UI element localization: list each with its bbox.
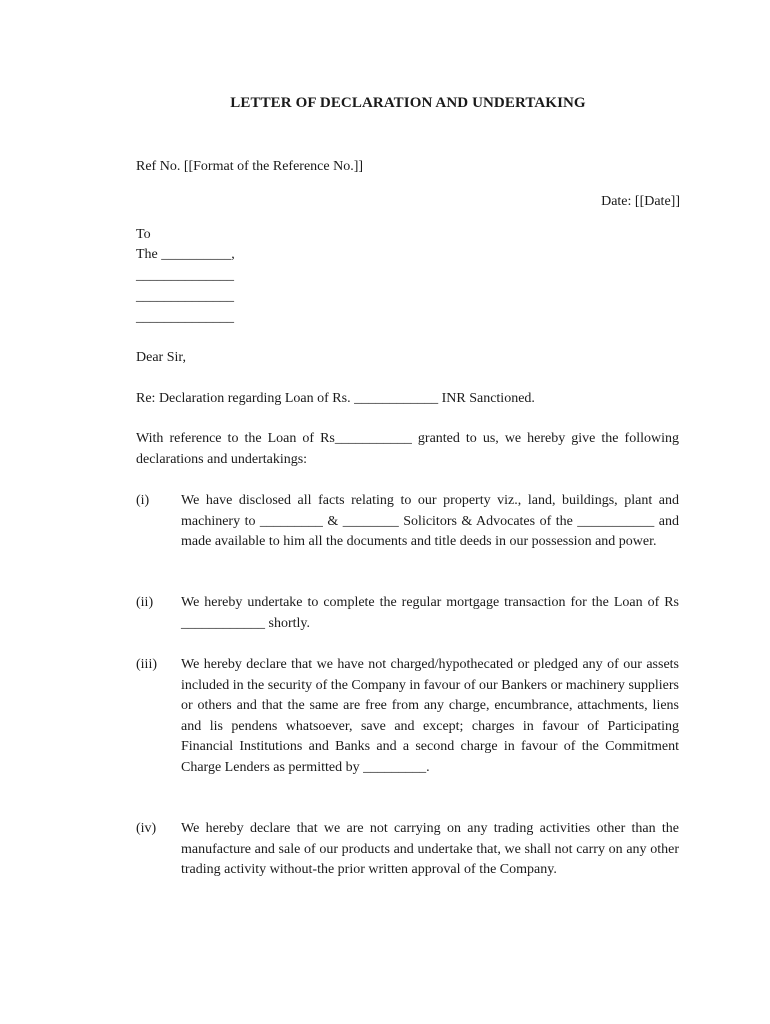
declaration-item — [136, 491, 679, 553]
item-number: (i) — [136, 493, 150, 508]
address-blank-line: ______________ — [136, 268, 234, 283]
declaration-item — [136, 593, 679, 634]
item-text: We hereby undertake to complete the regular mortgage transaction for the Loan of Rs ____________ shortly. — [181, 595, 679, 631]
declaration-item — [136, 655, 679, 778]
reference-number: Ref No. [[Format of the Reference No.]] — [136, 159, 364, 174]
address-the-line: The __________, — [136, 247, 235, 262]
item-text: We hereby declare that we are not carrying on any trading activities other than the manufacture and sale of our products and undertake that, we shall not carry on any other trading activity without-the prior written approval of the Company. — [181, 821, 679, 877]
item-number: (ii) — [136, 595, 154, 610]
intro-paragraph: With reference to the Loan of Rs___________ granted to us, we hereby give the following declarations and undertakings: — [136, 431, 679, 467]
address-blank-line: ______________ — [136, 310, 234, 325]
declaration-item — [136, 819, 679, 881]
item-number: (iv) — [136, 821, 157, 836]
address-blank-line: ______________ — [136, 289, 234, 304]
salutation: Dear Sir, — [136, 350, 186, 365]
address-to: To — [136, 227, 151, 242]
item-number: (iii) — [136, 657, 157, 672]
date-line: Date: [[Date]] — [601, 194, 680, 209]
item-text: We hereby declare that we have not charged/hypothecated or pledged any of our assets included in the security of the Company in favour of our Bankers or machinery suppliers or others and that the same are free from any charge, encumbrance, attachments, liens and lis pendens whatsoever, save and except; charges in favour of Participating Financial Institutions and Banks and a second charge in favour of the Commitment Charge Lenders as permitted by _________. — [181, 657, 679, 775]
item-text: We have disclosed all facts relating to our property viz., land, buildings, plant and machinery to _________ & ________ Solicitors & Advocates of the ___________ and made available to him all the documents and title deeds in our possession and power. — [181, 493, 679, 549]
subject-line: Re: Declaration regarding Loan of Rs. ____________ INR Sanctioned. — [136, 391, 535, 406]
document-title: LETTER OF DECLARATION AND UNDERTAKING — [230, 95, 586, 111]
